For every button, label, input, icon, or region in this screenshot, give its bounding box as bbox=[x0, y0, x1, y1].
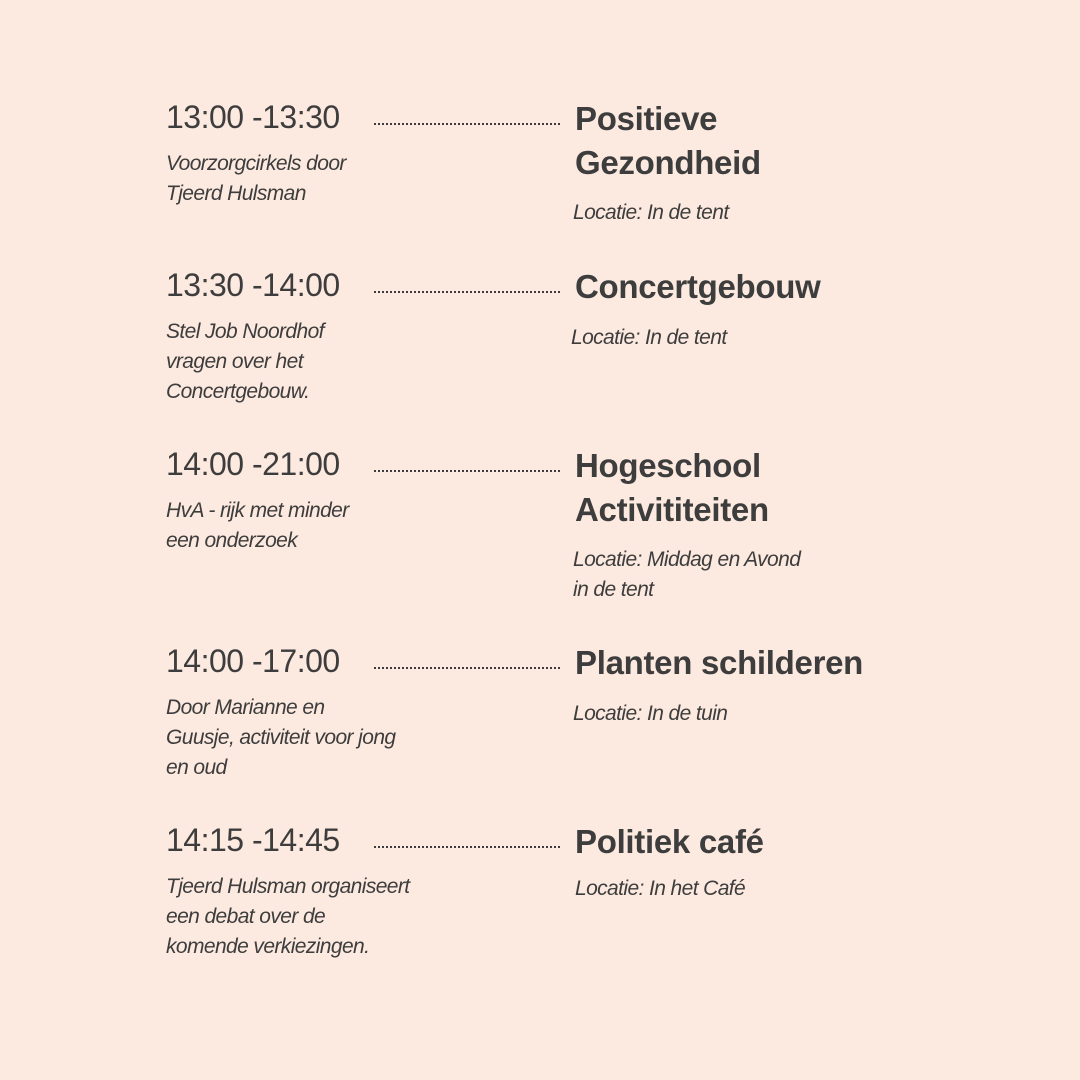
description-line: Tjeerd Hulsman bbox=[166, 182, 306, 205]
title-line: Planten schilderen bbox=[575, 644, 864, 681]
event-time: 14:15 -14:45 bbox=[166, 822, 340, 858]
event-description bbox=[166, 149, 436, 209]
description-line: HvA - rijk met minder bbox=[166, 499, 349, 522]
event-time: 13:00 -13:30 bbox=[166, 99, 340, 135]
title-line: Gezondheid bbox=[575, 144, 761, 181]
dotted-leader bbox=[374, 470, 560, 472]
event-description bbox=[166, 317, 436, 407]
description-line: Voorzorgcirkels door bbox=[166, 152, 346, 175]
event-location bbox=[573, 198, 853, 228]
description-line: Stel Job Noordhof bbox=[166, 320, 324, 343]
description-line: Guusje, activiteit voor jong bbox=[166, 726, 396, 749]
location-line: in de tent bbox=[573, 578, 654, 601]
location-line: Locatie: In de tuin bbox=[573, 702, 728, 725]
location-line: Locatie: In de tent bbox=[571, 326, 727, 349]
event-description bbox=[166, 693, 446, 783]
dotted-leader bbox=[374, 667, 560, 669]
dotted-leader bbox=[374, 291, 560, 293]
title-line: Politiek café bbox=[575, 823, 764, 860]
event-time: 14:00 -17:00 bbox=[166, 643, 340, 679]
description-line: Concertgebouw. bbox=[166, 380, 310, 403]
event-description bbox=[166, 496, 436, 556]
description-line: Tjeerd Hulsman organiseert bbox=[166, 875, 410, 898]
event-location bbox=[575, 874, 855, 904]
event-description bbox=[166, 872, 456, 962]
event-title bbox=[575, 265, 895, 309]
event-time: 14:00 -21:00 bbox=[166, 446, 340, 482]
event-title bbox=[575, 444, 895, 532]
title-line: Activititeiten bbox=[575, 491, 769, 528]
location-line: Locatie: Middag en Avond bbox=[573, 548, 801, 571]
event-location bbox=[571, 323, 851, 353]
event-location bbox=[573, 545, 853, 605]
description-line: vragen over het bbox=[166, 350, 303, 373]
event-time: 13:30 -14:00 bbox=[166, 267, 340, 303]
description-line: Door Marianne en bbox=[166, 696, 325, 719]
event-title bbox=[575, 97, 895, 185]
title-line: Positieve bbox=[575, 100, 718, 137]
title-line: Hogeschool bbox=[575, 447, 761, 484]
description-line: een debat over de bbox=[166, 905, 326, 928]
location-line: Locatie: In het Café bbox=[575, 877, 746, 900]
description-line: komende verkiezingen. bbox=[166, 935, 370, 958]
event-title bbox=[575, 641, 915, 685]
dotted-leader bbox=[374, 846, 560, 848]
event-location bbox=[573, 699, 853, 729]
title-line: Concertgebouw bbox=[575, 268, 821, 305]
description-line: en oud bbox=[166, 756, 227, 779]
location-line: Locatie: In de tent bbox=[573, 201, 729, 224]
description-line: een onderzoek bbox=[166, 529, 298, 552]
dotted-leader bbox=[374, 123, 560, 125]
event-title bbox=[575, 820, 895, 864]
